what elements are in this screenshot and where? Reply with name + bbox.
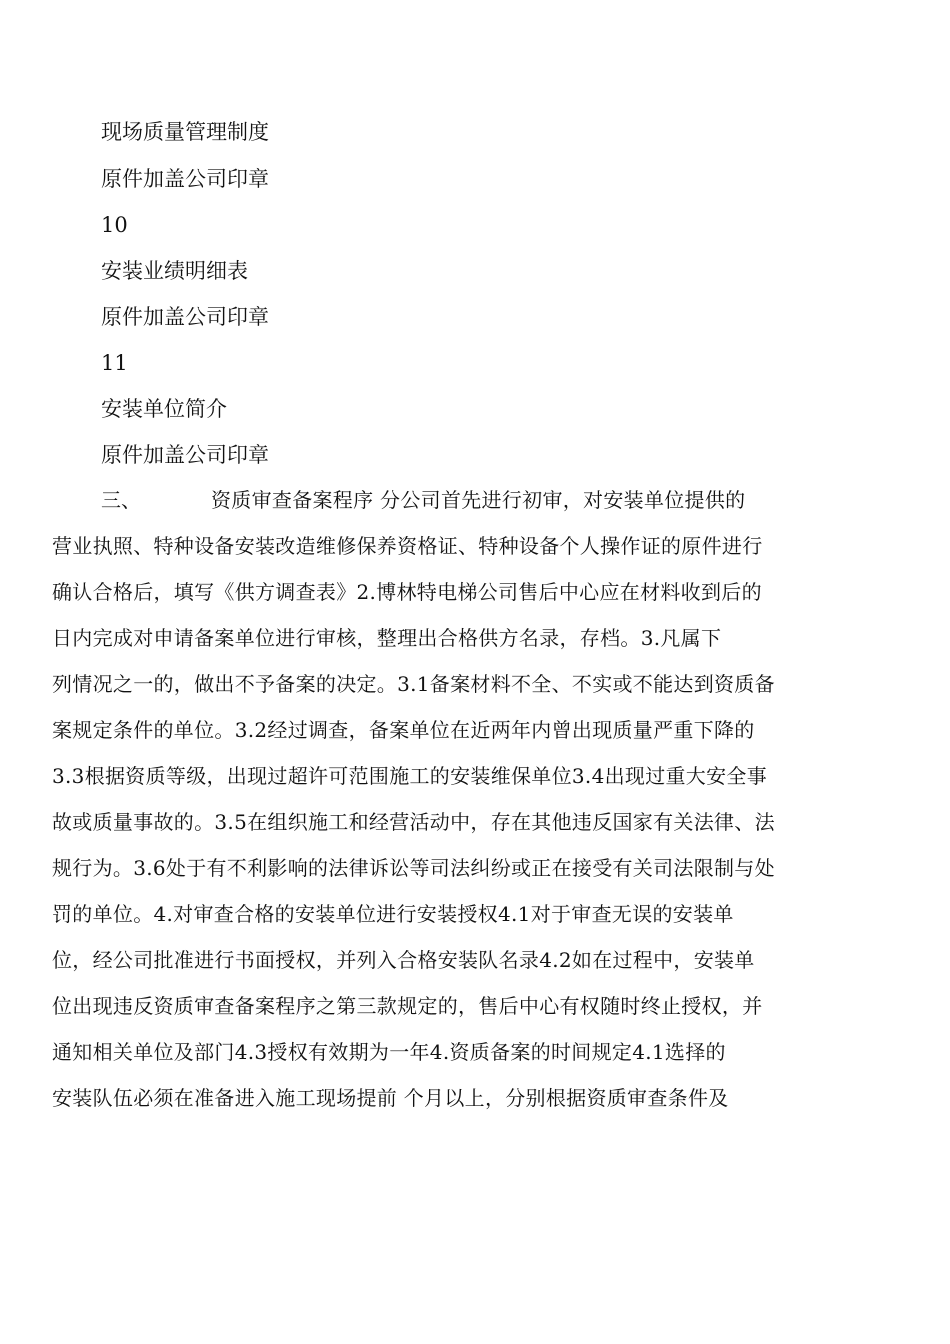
- paragraph-line: 营业执照、特种设备安装改造维修保养资格证、特种设备个人操作证的原件进行: [52, 534, 763, 558]
- list-item-number: 11: [101, 351, 128, 375]
- paragraph-line: 罚的单位。4.对审查合格的安装单位进行安装授权4.1对于审查无误的安装单: [52, 902, 734, 926]
- list-item-number: 10: [101, 213, 128, 237]
- paragraph-line: 位出现违反资质审查备案程序之第三款规定的，售后中心有权随时终止授权，并: [52, 994, 763, 1018]
- list-item: 安装单位简介: [101, 397, 227, 421]
- paragraph-line: 位，经公司批准进行书面授权，并列入合格安装队名录4.2如在过程中，安装单: [52, 948, 755, 972]
- paragraph-line: 日内完成对申请备案单位进行审核，整理出合格供方名录，存档。3.凡属下: [52, 626, 722, 650]
- paragraph-line: 安装队伍必须在准备进入施工现场提前 个月以上，分别根据资质审查条件及: [52, 1086, 729, 1110]
- list-item: 现场质量管理制度: [101, 120, 269, 144]
- paragraph-line: 列情况之一的，做出不予备案的决定。3.1备案材料不全、不实或不能达到资质备: [52, 672, 775, 696]
- paragraph-line: 通知相关单位及部门4.3授权有效期为一年4.资质备案的时间规定4.1选择的: [52, 1040, 726, 1064]
- paragraph-line: 案规定条件的单位。3.2经过调查，备案单位在近两年内曾出现质量严重下降的: [52, 718, 755, 742]
- section-first-line: 资质审查备案程序 分公司首先进行初审，对安装单位提供的: [211, 488, 746, 512]
- paragraph-line: 3.3根据资质等级，出现过超许可范围施工的安装维保单位3.4出现过重大安全事: [52, 764, 768, 788]
- list-item: 原件加盖公司印章: [101, 167, 269, 191]
- list-item: 安装业绩明细表: [101, 259, 248, 283]
- paragraph-line: 规行为。3.6处于有不利影响的法律诉讼等司法纠纷或正在接受有关司法限制与处: [52, 856, 775, 880]
- paragraph-line: 确认合格后，填写《供方调查表》2.博林特电梯公司售后中心应在材料收到后的: [52, 580, 762, 604]
- section-number: 三、: [101, 488, 141, 512]
- list-item: 原件加盖公司印章: [101, 443, 269, 467]
- list-item: 原件加盖公司印章: [101, 305, 269, 329]
- paragraph-line: 故或质量事故的。3.5在组织施工和经营活动中，存在其他违反国家有关法律、法: [52, 810, 775, 834]
